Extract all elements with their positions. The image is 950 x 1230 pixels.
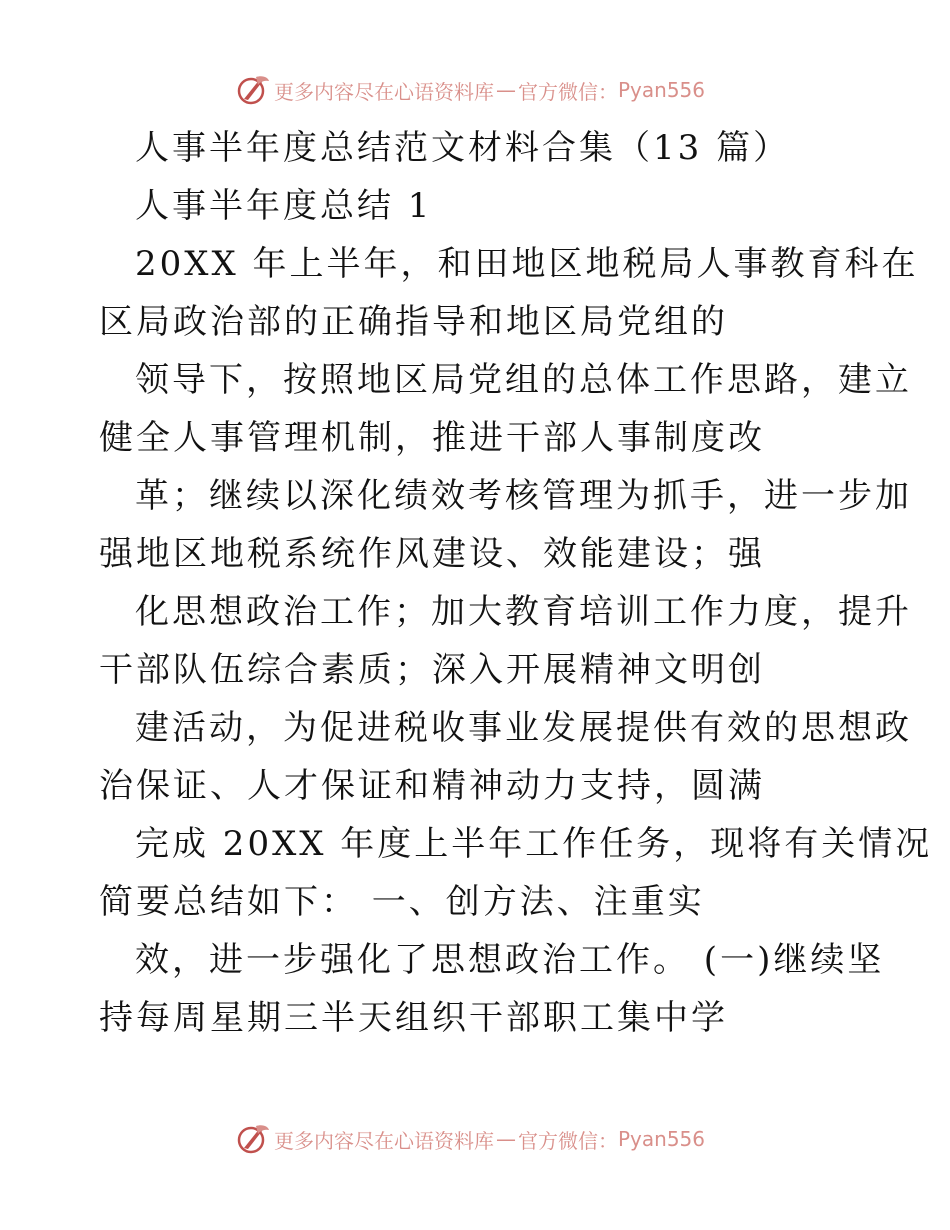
paragraph-line: 强地区地税系统作风建设、效能建设；强 (99, 534, 765, 574)
watermark-contact-id: Pyan556 (618, 1127, 706, 1151)
paragraph-line: 健全人事管理机制，推进干部人事制度改 (99, 418, 765, 458)
watermark-text: 更多内容尽在心语资料库 (274, 1128, 494, 1153)
quill-logo-icon (236, 73, 270, 107)
paragraph-line: 治保证、人才保证和精神动力支持，圆满 (99, 766, 765, 806)
paragraph-line: 建活动，为促进税收事业发展提供有效的思想政 (135, 708, 912, 748)
watermark-contact-label: 官方微信： (518, 1128, 618, 1153)
paragraph-line: 持每周星期三半天组织干部职工集中学 (99, 998, 728, 1038)
paragraph-line: 完成 20XX 年度上半年工作任务，现将有关情况 (135, 824, 933, 864)
quill-logo-icon (236, 1122, 270, 1156)
watermark-contact-id: Pyan556 (618, 78, 706, 102)
document-title: 人事半年度总结范文材料合集（13 篇） (135, 128, 791, 168)
watermark-footer (236, 1122, 716, 1156)
paragraph-line: 干部队伍综合素质；深入开展精神文明创 (99, 650, 765, 690)
watermark-separator: — (496, 78, 516, 102)
paragraph-line: 区局政治部的正确指导和地区局党组的 (99, 302, 728, 342)
section-heading: 人事半年度总结 1 (135, 186, 433, 226)
watermark-separator: — (496, 1127, 516, 1151)
paragraph-line: 领导下，按照地区局党组的总体工作思路，建立 (135, 360, 912, 400)
paragraph-line: 效，进一步强化了思想政治工作。 (一)继续坚 (135, 940, 885, 980)
paragraph-line: 20XX 年上半年，和田地区地税局人事教育科在 (135, 244, 919, 284)
paragraph-line: 化思想政治工作；加大教育培训工作力度，提升 (135, 592, 912, 632)
paragraph-line: 简要总结如下： 一、创方法、注重实 (99, 882, 705, 922)
watermark-header (236, 73, 716, 107)
watermark-contact-label: 官方微信： (518, 79, 618, 104)
watermark-text: 更多内容尽在心语资料库 (274, 79, 494, 104)
paragraph-line: 革；继续以深化绩效考核管理为抓手，进一步加 (135, 476, 912, 516)
